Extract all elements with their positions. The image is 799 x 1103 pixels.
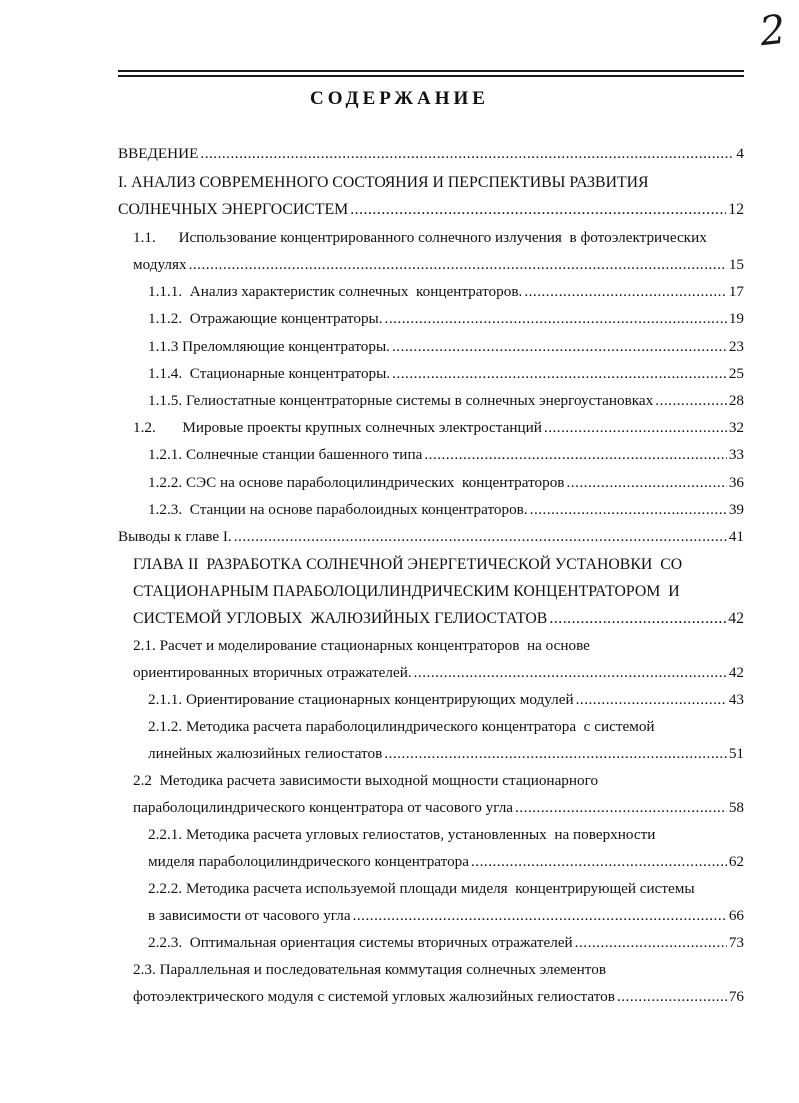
toc-page-number: 66 <box>728 907 744 924</box>
toc-entry-text: ориентированных вторичных отражателей. <box>133 664 412 681</box>
toc-entry: 2.1. Расчет и моделирование стационарных концентраторов на основе <box>133 637 590 654</box>
toc-entry-text: 1.2.2. СЭС на основе параболоцилиндрических концентраторов <box>148 474 565 491</box>
toc-page-number: 28 <box>728 392 744 409</box>
toc-page-number: 51 <box>728 745 744 762</box>
toc-leader <box>576 691 727 709</box>
toc-page-number: 4 <box>736 145 744 162</box>
toc-page-number: 76 <box>728 988 744 1005</box>
toc-entry <box>133 799 744 817</box>
toc-entry: I. АНАЛИЗ СОВРЕМЕННОГО СОСТОЯНИЯ И ПЕРСПЕКТИВЫ РАЗВИТИЯ <box>118 174 649 191</box>
toc-entry-text: 1.2. Мировые проекты крупных солнечных электростанций <box>133 419 542 436</box>
toc-entry-text: 1.1.2. Отражающие концентраторы. <box>148 310 383 327</box>
toc-entry-text: параболоцилиндрического концентратора от часового угла <box>133 799 514 816</box>
toc-leader <box>234 528 727 546</box>
toc-entry-text: Выводы к главе I. <box>118 528 232 545</box>
toc-entry <box>148 934 744 952</box>
toc-entry <box>118 201 744 219</box>
toc-entry-text: 1.1.5. Гелиостатные концентраторные системы в солнечных энергоустановках <box>148 392 654 409</box>
toc-leader <box>655 392 727 410</box>
toc-entry <box>148 474 744 492</box>
toc-entry <box>133 419 744 437</box>
toc-page-number: 23 <box>728 338 744 355</box>
toc-leader <box>424 446 727 464</box>
toc-leader <box>566 474 726 492</box>
toc-entry-text: ВВЕДЕНИЕ <box>118 145 199 162</box>
toc-leader <box>350 201 726 219</box>
toc-entry <box>133 256 744 274</box>
toc-page-number: 42 <box>728 610 744 627</box>
toc-entry-text: 2.2.3. Оптимальная ориентация системы вторичных отражателей <box>148 934 573 951</box>
toc-leader <box>353 907 727 925</box>
toc-leader <box>530 501 727 519</box>
toc-entry: ГЛАВА II РАЗРАБОТКА СОЛНЕЧНОЙ ЭНЕРГЕТИЧЕСКОЙ УСТАНОВКИ СО <box>133 556 683 573</box>
toc-entry-text: СИСТЕМОЙ УГЛОВЫХ ЖАЛЮЗИЙНЫХ ГЕЛИОСТАТОВ <box>133 610 548 627</box>
toc-entry <box>118 145 744 163</box>
toc-leader <box>549 610 726 628</box>
toc-leader <box>200 145 734 163</box>
toc-entry-text: 1.1.4. Стационарные концентраторы. <box>148 365 391 382</box>
page-title: СОДЕРЖАНИЕ <box>310 88 489 109</box>
toc-leader <box>392 365 727 383</box>
toc-entry-text: 1.1.1. Анализ характеристик солнечных концентраторов. <box>148 283 523 300</box>
toc-page-number: 19 <box>728 310 744 327</box>
toc-leader <box>515 799 727 817</box>
toc-leader <box>617 988 727 1006</box>
toc-leader <box>385 310 727 328</box>
toc-leader <box>414 664 727 682</box>
toc-entry <box>148 283 744 301</box>
toc-leader <box>471 853 727 871</box>
toc-leader <box>392 338 727 356</box>
toc-entry <box>148 446 744 464</box>
toc-entry <box>133 610 744 628</box>
toc-page-number: 42 <box>728 664 744 681</box>
toc-entry <box>118 528 744 546</box>
toc-leader <box>384 745 727 763</box>
toc-entry-text: миделя параболоцилиндрического концентратора <box>148 853 469 870</box>
toc-page-number: 41 <box>728 528 744 545</box>
toc-page-number: 58 <box>728 799 744 816</box>
toc-page-number: 62 <box>728 853 744 870</box>
toc-entry: 2.3. Параллельная и последовательная коммутация солнечных элементов <box>133 961 607 978</box>
header-rule-top <box>118 70 744 72</box>
toc-page-number: 15 <box>728 256 744 273</box>
toc-entry-text: 1.1.3 Преломляющие концентраторы. <box>148 338 390 355</box>
toc-entry <box>148 691 744 709</box>
toc-page-number: 39 <box>728 501 744 518</box>
toc-entry: 2.1.2. Методика расчета параболоцилиндрического концентратора с системой <box>148 718 655 735</box>
toc-page-number: 17 <box>728 283 744 300</box>
toc-entry-text: линейных жалюзийных гелиостатов <box>148 745 383 762</box>
toc-entry <box>133 664 744 682</box>
toc-entry <box>133 988 744 1006</box>
toc-entry <box>148 501 744 519</box>
toc-leader <box>189 256 727 274</box>
toc-leader <box>575 934 727 952</box>
handwritten-page-number: 2 <box>757 6 788 56</box>
toc-entry-text: 1.2.3. Станции на основе параболоидных концентраторов. <box>148 501 528 518</box>
toc-entry-text: 1.2.1. Солнечные станции башенного типа <box>148 446 423 463</box>
toc-entry-text: 2.1.1. Ориентирование стационарных концентрирующих модулей <box>148 691 574 708</box>
toc-entry: 2.2.1. Методика расчета угловых гелиостатов, установленных на поверхности <box>148 826 656 843</box>
toc-entry-text: модулях <box>133 256 187 273</box>
toc-leader <box>524 283 727 301</box>
toc-entry <box>148 310 744 328</box>
toc-entry <box>148 392 744 410</box>
toc-entry <box>148 907 744 925</box>
toc-page-number: 33 <box>728 446 744 463</box>
toc-page-number: 73 <box>728 934 744 951</box>
toc-entry: 2.2 Методика расчета зависимости выходной мощности стационарного <box>133 772 599 789</box>
toc-entry <box>148 338 744 356</box>
toc-entry: 2.2.2. Методика расчета используемой площади миделя концентрирующей системы <box>148 880 695 897</box>
toc-page-number: 36 <box>728 474 744 491</box>
toc-entry-text: фотоэлектрического модуля с системой угловых жалюзийных гелиостатов <box>133 988 615 1005</box>
toc-page-number: 43 <box>728 691 744 708</box>
toc-entry-text: в зависимости от часового угла <box>148 907 351 924</box>
toc-entry <box>148 745 744 763</box>
toc-entry: 1.1. Использование концентрированного солнечного излучения в фотоэлектрических <box>133 229 707 246</box>
toc-leader <box>544 419 727 437</box>
toc-entry-text: СОЛНЕЧНЫХ ЭНЕРГОСИСТЕМ <box>118 201 349 218</box>
toc-page-number: 25 <box>728 365 744 382</box>
toc-entry <box>148 365 744 383</box>
header-rule-bottom <box>118 75 744 77</box>
toc-entry <box>148 853 744 871</box>
toc-entry: СТАЦИОНАРНЫМ ПАРАБОЛОЦИЛИНДРИЧЕСКИМ КОНЦЕНТРАТОРОМ И <box>133 583 680 600</box>
toc-page-number: 32 <box>728 419 744 436</box>
toc-page-number: 12 <box>728 201 744 218</box>
